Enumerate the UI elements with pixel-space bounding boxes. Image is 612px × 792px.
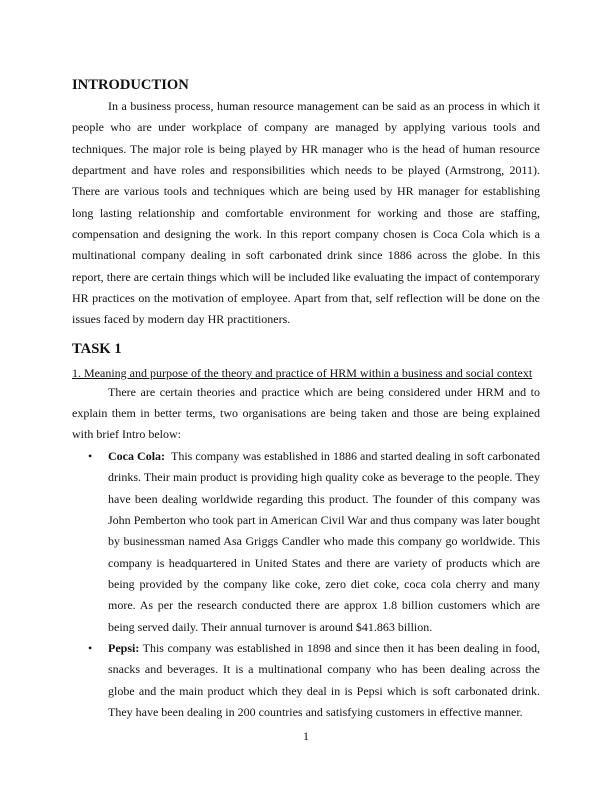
page-number: 1 bbox=[303, 729, 309, 743]
bullet-label: Pepsi: bbox=[108, 640, 140, 655]
task1-heading: TASK 1 bbox=[72, 340, 122, 357]
bullet-text: This company was established in 1886 and started dealing in soft carbonated drinks. Their main product is providing high quality coke as beverage to the people. They have been dealing worldwide regarding this product. The founder of this company was John Pemberton who took part in American Civil War and thus company was later bought by businessman named Asa Griggs Candler who made this company go worldwide. This company is headquartered in United States and there are variety of products which are being provided by the company like coke, zero diet coke, coca cola cherry and many more. As per the research conducted there are approx 1.8 billion customers which are being served daily. Their annual turnover is around $41.863 billion. bbox=[108, 448, 543, 634]
organisation-list bbox=[72, 446, 543, 723]
introduction-paragraph: In a business process, human resource management can be said as an process in which it people who are under workplace of company are managed by applying various tools and techniques. The major role is being played by HR manager who is the head of human resource department and have roles and responsibilities which needs to be played (Armstrong, 2011). There are various tools and techniques which are being used by HR manager for establishing long lasting relationship and comfortable environment for working and those are staffing, compensation and designing the work. In this report company chosen is Coca Cola which is a multinational company dealing in soft carbonated drink since 1886 across the globe. In this report, there are certain things which will be included like evaluating the impact of contemporary HR practices on the motivation of employee. Apart from that, self reflection will be done on the issues faced by modern day HR practitioners. bbox=[72, 99, 540, 327]
bullet-icon: • bbox=[88, 640, 93, 655]
task1-intro-paragraph: There are certain theories and practice which are being considered under HRM and to explain them in better terms, two organisations are being taken and those are being explained with brief Intro below: bbox=[72, 384, 540, 442]
bullet-label: Coca Cola: bbox=[108, 448, 166, 463]
bullet-text: This company was established in 1898 and since then it has been dealing in food, snacks and beverages. It is a multinational company who has been dealing across the globe and the main product which they deal in is Pepsi which is soft carbonated drink. They have been dealing in 200 countries and satisfying customers in effective manner. bbox=[108, 640, 543, 719]
bullet-icon: • bbox=[88, 448, 93, 463]
list-item-pepsi bbox=[72, 638, 543, 723]
list-item-coca-cola bbox=[72, 446, 543, 638]
document-page bbox=[72, 76, 543, 723]
task1-subheading: 1. Meaning and purpose of the theory and practice of HRM within a business and social context bbox=[72, 365, 533, 380]
introduction-heading: INTRODUCTION bbox=[72, 77, 189, 93]
